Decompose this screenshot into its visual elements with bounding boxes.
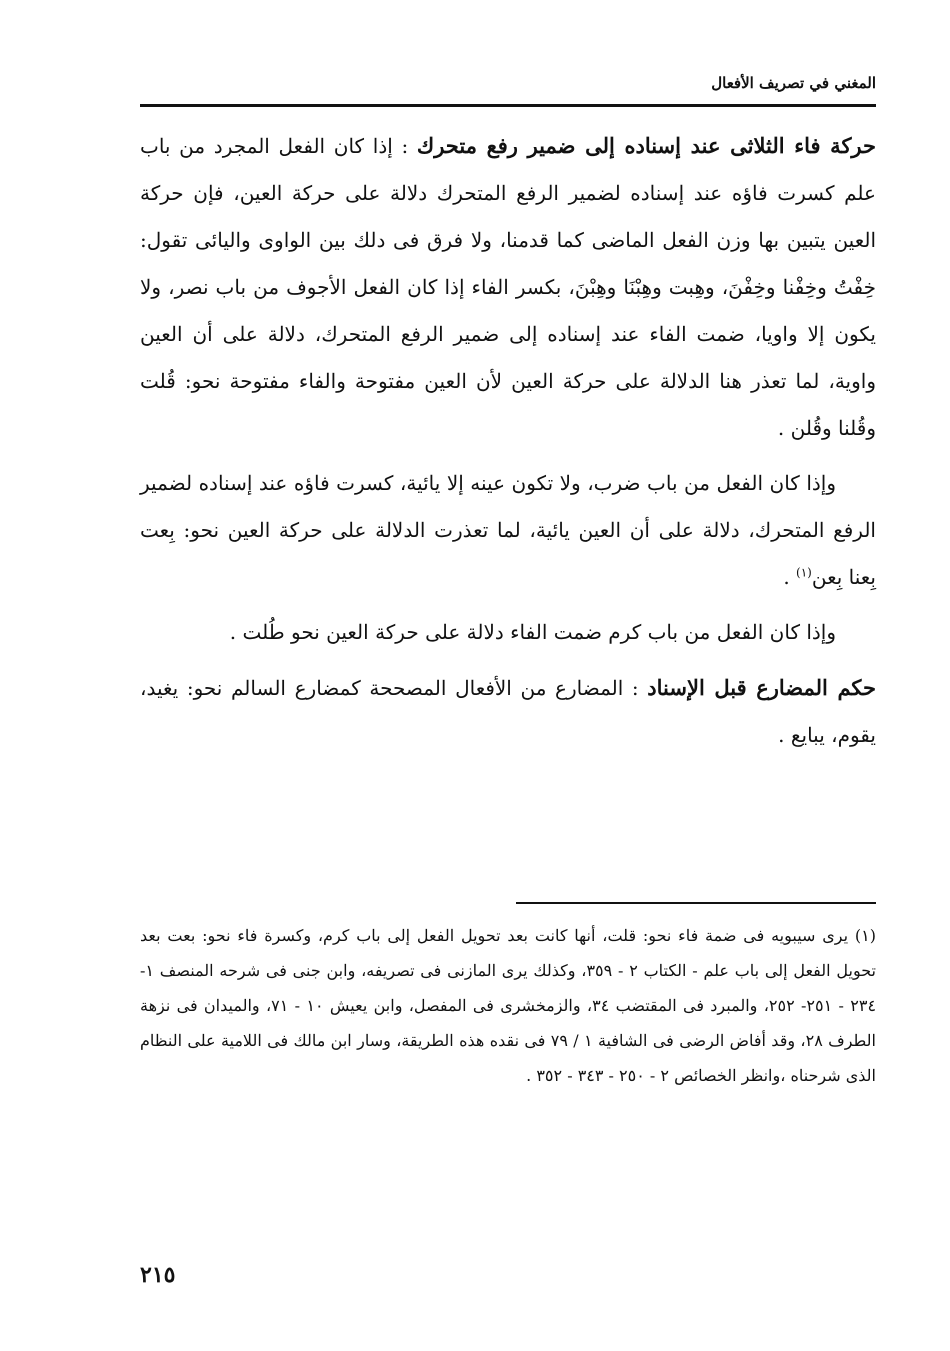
paragraph-bab-karuma bbox=[140, 609, 876, 656]
heading-separator: : bbox=[392, 134, 417, 158]
paragraph-text: المضارع من الأفعال المصححة كمضارع السالم نحو: يغيد، يقوم، يبايع . bbox=[140, 676, 876, 747]
footnote-marker[interactable]: (١) bbox=[796, 565, 812, 580]
paragraph-mudari bbox=[140, 664, 876, 759]
paragraph-text: وإذا كان الفعل من باب ضرب، ولا تكون عينه إلا يائية، كسرت فاؤه عند إسناده لضمير الرفع المتحرك، دلالة على أن العين يائية، لما تعذرت الدلالة على حركة العين نحو: بِعت بِعنا بِعن bbox=[140, 471, 876, 589]
heading-separator: : bbox=[623, 676, 648, 700]
running-header bbox=[140, 72, 876, 100]
section-heading-mudari: حكم المضارع قبل الإسناد bbox=[647, 675, 876, 700]
running-title: المغني في تصريف الأفعال bbox=[711, 74, 876, 92]
section-heading-fa-movement: حركة فاء الثلاثى عند إسناده إلى ضمير رفع متحرك bbox=[416, 133, 877, 158]
footnote: (١) يرى سيبويه فى ضمة فاء نحو: قلت، أنها كانت بعد تحويل الفعل إلى باب كرم، وكسرة فاء نحو: بعت بعد تحويل الفعل إلى باب علم - الكتاب ٢ - ٣٥٩، وكذلك يرى المازنى فى تصريفه، وابن جنى فى شرحه المنصف ١- ٢٣٤ - ٢٥١- ٢٥٢، والمبرد فى المقتضب ٣٤، والزمخشرى فى المفصل، وابن يعيش ١٠ - ٧١، والميدان فى نزهة الطرف ٢٨، وقد أفاض الرضى فى الشافية ١ / ٧٩ فى نقده هذه الطريقة، وسار ابن مالك فى اللامية على النظام الذى شرحناه ،وانظر الخصائص ٢ - ٢٥٠ - ٣٤٣ - ٣٥٢ . bbox=[140, 926, 877, 1085]
paragraph-bab-daraba bbox=[140, 460, 876, 601]
paragraph-text: وإذا كان الفعل من باب كرم ضمت الفاء دلالة على حركة العين نحو طُلت . bbox=[229, 620, 836, 644]
footnote-rule bbox=[516, 902, 876, 904]
paragraph-text-end: . bbox=[783, 565, 797, 589]
page-number: ٢١٥ bbox=[140, 1262, 176, 1288]
main-text bbox=[140, 122, 876, 767]
paragraph-text: إذا كان الفعل المجرد من باب علم كسرت فاؤه عند إسناده لضمير الرفع المتحرك دلالة على حركة العين، فإن حركة العين يتبين بها وزن الفعل الماضى كما قدمنا، ولا فرق فى دلك بين الواوى واليائى تقول: خِفْتُ وخِفْنا وخِفْنَ، وهِبت وهِبْنَا وهِبْنَ، بكسر الفاء إذا كان الفعل الأجوف من باب نصر، ولا يكون إلا واويا، ضمت الفاء عند إسناده إلى ضمير الرفع المتحرك، دلالة على أن العين واوية، لما تعذر هنا الدلالة على حركة العين لأن العين مفتوحة والفاء مفتوحة نحو: قُلت وقُلنا وقُلن . bbox=[140, 134, 876, 440]
paragraph-fa-movement bbox=[140, 122, 876, 452]
header-rule bbox=[140, 104, 876, 107]
